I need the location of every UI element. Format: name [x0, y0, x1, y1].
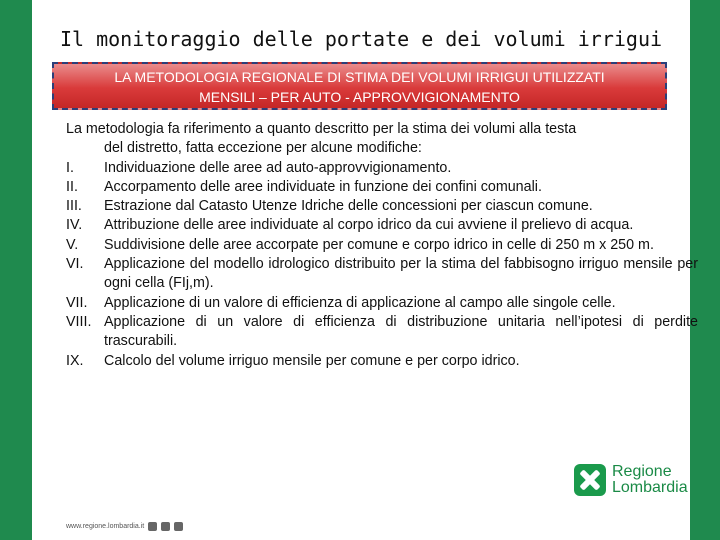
- step-text: Applicazione di un valore di efficienza di applicazione al campo alle singole celle.: [104, 294, 616, 311]
- section-banner: [52, 62, 667, 110]
- step-text: Estrazione dal Catasto Utenze Idriche delle concessioni per ciascun comune.: [104, 198, 593, 215]
- logo-line-1: Regione: [612, 463, 672, 480]
- banner-line-2: MENSILI – PER AUTO - APPROVVIGIONAMENTO: [199, 89, 520, 105]
- step-number: IX.: [66, 352, 84, 369]
- step-item: [66, 216, 698, 235]
- step-number: VI.: [66, 256, 84, 273]
- step-item: [66, 178, 698, 197]
- step-item: [66, 236, 698, 255]
- step-text: Applicazione di un valore di efficienza di distribuzione unitaria nell’ipotesi di perdite trascurabili.: [104, 313, 698, 350]
- youtube-icon[interactable]: [174, 522, 183, 531]
- step-text: Suddivisione delle aree accorpate per comune e corpo idrico in celle di 250 m x 250 m.: [104, 236, 654, 253]
- step-number: IV.: [66, 217, 83, 234]
- banner-line-1: LA METODOLOGIA REGIONALE DI STIMA DEI VOLUMI IRRIGUI UTILIZZATI: [114, 69, 605, 85]
- facebook-icon[interactable]: [148, 522, 157, 531]
- slide: [32, 0, 698, 540]
- step-item: [66, 159, 698, 178]
- step-number: VIII.: [66, 313, 92, 330]
- methodology-text: [66, 120, 698, 371]
- step-text: Individuazione delle aree ad auto-approvvigionamento.: [104, 159, 452, 176]
- step-text: Attribuzione delle aree individuate al corpo idrico da cui avviene il prelievo di acqua.: [104, 217, 634, 234]
- step-text: Applicazione del modello idrologico distribuito per la stima del fabbisogno irriguo mensile per ogni cella (FIj,m).: [104, 256, 698, 292]
- logo-line-2: Lombardia: [612, 479, 688, 496]
- step-number: V.: [66, 236, 79, 253]
- lombardia-rose-icon: [574, 464, 606, 496]
- step-number: II.: [66, 178, 78, 195]
- twitter-icon[interactable]: [161, 522, 170, 531]
- step-item: [66, 352, 698, 371]
- step-number: VII.: [66, 294, 88, 311]
- steps-list: [66, 159, 698, 371]
- step-item: [66, 294, 698, 313]
- step-number: III.: [66, 198, 82, 215]
- step-text: Accorpamento delle aree individuate in funzione dei confini comunali.: [104, 178, 542, 195]
- step-item: [66, 197, 698, 216]
- intro-line-2: del distretto, fatta eccezione per alcune modifiche:: [104, 140, 422, 157]
- step-item: [66, 255, 698, 294]
- intro-paragraph: [66, 120, 698, 159]
- page-title: Il monitoraggio delle portate e dei volumi irrigui: [59, 27, 663, 51]
- footer-url[interactable]: www.regione.lombardia.it: [66, 523, 145, 530]
- step-text: Calcolo del volume irriguo mensile per comune e per corpo idrico.: [104, 352, 520, 369]
- intro-line-1: La metodologia fa riferimento a quanto descritto per la stima dei volumi alla testa: [66, 121, 577, 137]
- footer: [66, 522, 183, 531]
- regione-lombardia-logo: [574, 464, 688, 496]
- step-item: [66, 313, 698, 352]
- step-number: I.: [66, 159, 74, 176]
